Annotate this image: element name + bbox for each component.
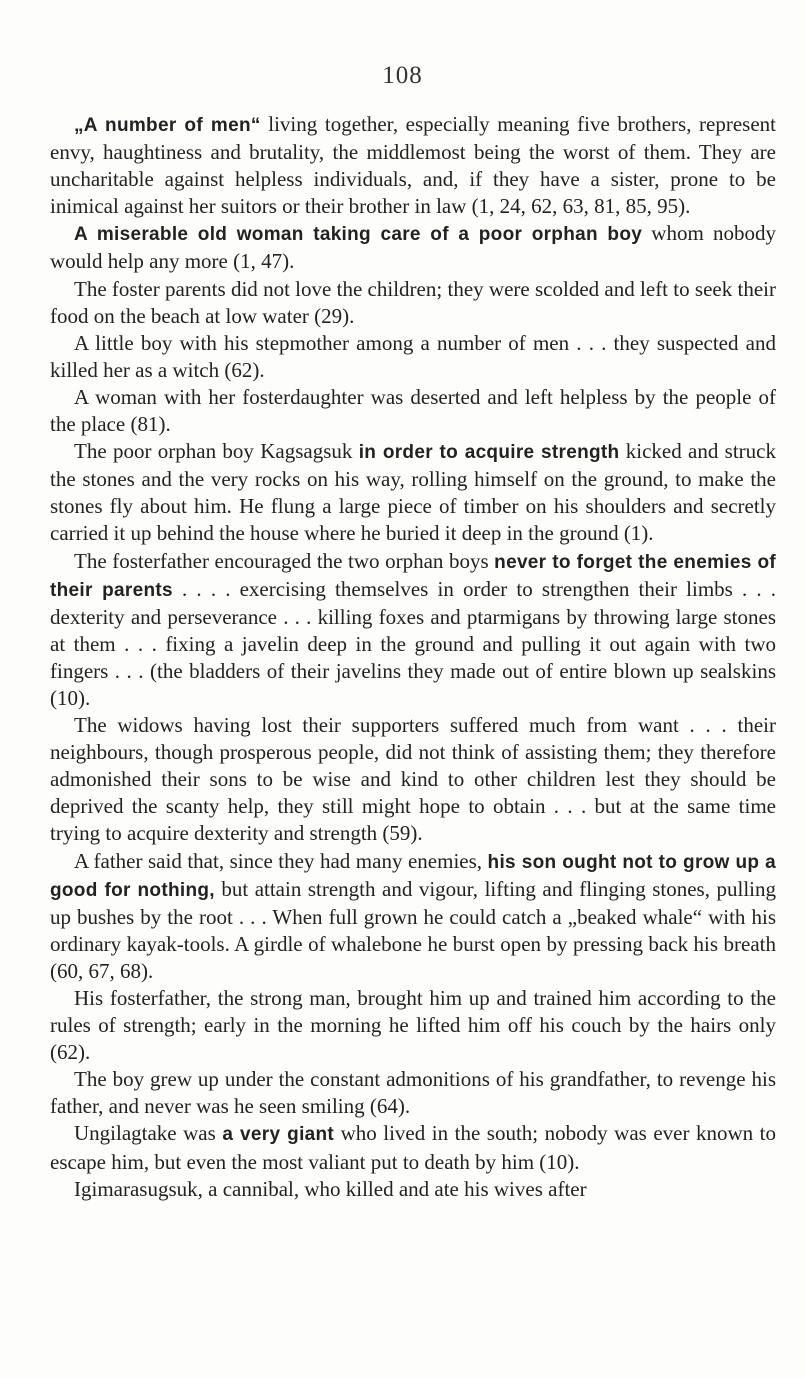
text-run: who lived in the south; nobody was ever known to escape him, but even the most valiant put to death by him (10).: [50, 1121, 776, 1174]
text-run: kicked and struck the stones and the very rocks on his way, rolling himself on the ground, to make the stones fly about him. He flung a large piece of timber on his shoulders and secretly carried it up behind the house where he buried it deep in the ground (1).: [50, 439, 776, 546]
text-run: . . . . exercising themselves in order to strengthen their limbs . . . dexterity and perseverance . . . killing foxes and ptarmigans by throwing large stones at them . . . fixing a javelin deep in the ground and pulling it out again with two fingers . . . (the bladders of their javelins they made out of entire blown up sealskins (10).: [50, 576, 776, 710]
text-run: living together, especially meaning five brothers, represent envy, haughtiness and brutality, the middlemost being the worst of them. They are uncharitable against helpless individuals, and, if they have a sister, prone to be inimical against her suitors or their brother in law (1, 24, 62, 63, 81, 85, 95).: [50, 112, 776, 219]
paragraph: [50, 384, 776, 438]
emphasized-phrase: „A number of men“: [74, 115, 261, 136]
text-run: A little boy with his stepmother among a number of men . . . they suspected and killed her as a witch (62).: [50, 330, 776, 382]
text-run: The poor orphan boy Kagsagsuk: [74, 439, 359, 464]
emphasized-phrase: a very giant: [222, 1124, 335, 1146]
paragraph: [50, 1066, 776, 1120]
paragraph: [50, 276, 776, 330]
text-run: The boy grew up under the constant admonitions of his grandfather, to revenge his father, and never was he seen smiling (64).: [50, 1067, 776, 1119]
paragraph: [50, 712, 776, 847]
emphasized-phrase: never to forget the enemies of their parents: [50, 551, 776, 601]
text-run: but attain strength and vigour, lifting and flinging stones, pulling up bushes by the root . . . When full grown he could catch a „beaked whale“ with his ordinary kayak-tools. A girdle of whalebone he burst open by pressing back his breath (60, 67, 68).: [50, 876, 776, 983]
paragraph: [50, 1120, 776, 1175]
text-run: His fosterfather, the strong man, brought him up and trained him according to the rules of strength; early in the morning he lifted him off his couch by the hairs only (62).: [50, 986, 776, 1065]
text-run: Ungilagtake was: [74, 1121, 223, 1146]
paragraph: [50, 111, 776, 220]
paragraph: [50, 848, 776, 985]
paragraph: [50, 220, 776, 275]
page-text: [50, 111, 776, 1203]
text-run: Igimarasugsuk, a cannibal, who killed and ate his wives after: [74, 1176, 587, 1201]
emphasized-phrase: in order to acquire strength: [358, 442, 620, 464]
text-run: A woman with her fosterdaughter was deserted and left helpless by the people of the place (81).: [50, 384, 776, 437]
text-run: whom nobody would help any more (1, 47).: [50, 221, 776, 274]
text-run: The widows having lost their supporters suffered much from want . . . their neighbours, though prosperous people, did not think of assisting them; they therefore admonished their sons to be wise and kind to other children lest they should be deprived the scanty help, they still might hope to obtain . . . but at the same time trying to acquire dexterity and strength (59).: [50, 713, 776, 846]
page-number: 108: [382, 62, 423, 89]
emphasized-phrase: A miserable old woman taking care of a poor orphan boy: [74, 224, 643, 246]
paragraph: [50, 548, 776, 713]
text-run: A father said that, since they had many enemies,: [74, 848, 488, 873]
text-run: The foster parents did not love the children; they were scolded and left to seek their food on the beach at low water (29).: [50, 276, 776, 328]
paragraph: [50, 330, 776, 384]
paragraph: [50, 438, 776, 547]
emphasized-phrase: his son ought not to grow up a good for nothing,: [50, 851, 776, 901]
paragraph: [50, 1176, 776, 1203]
text-run: The fosterfather encouraged the two orphan boys: [74, 548, 495, 573]
paragraph: [50, 985, 776, 1066]
